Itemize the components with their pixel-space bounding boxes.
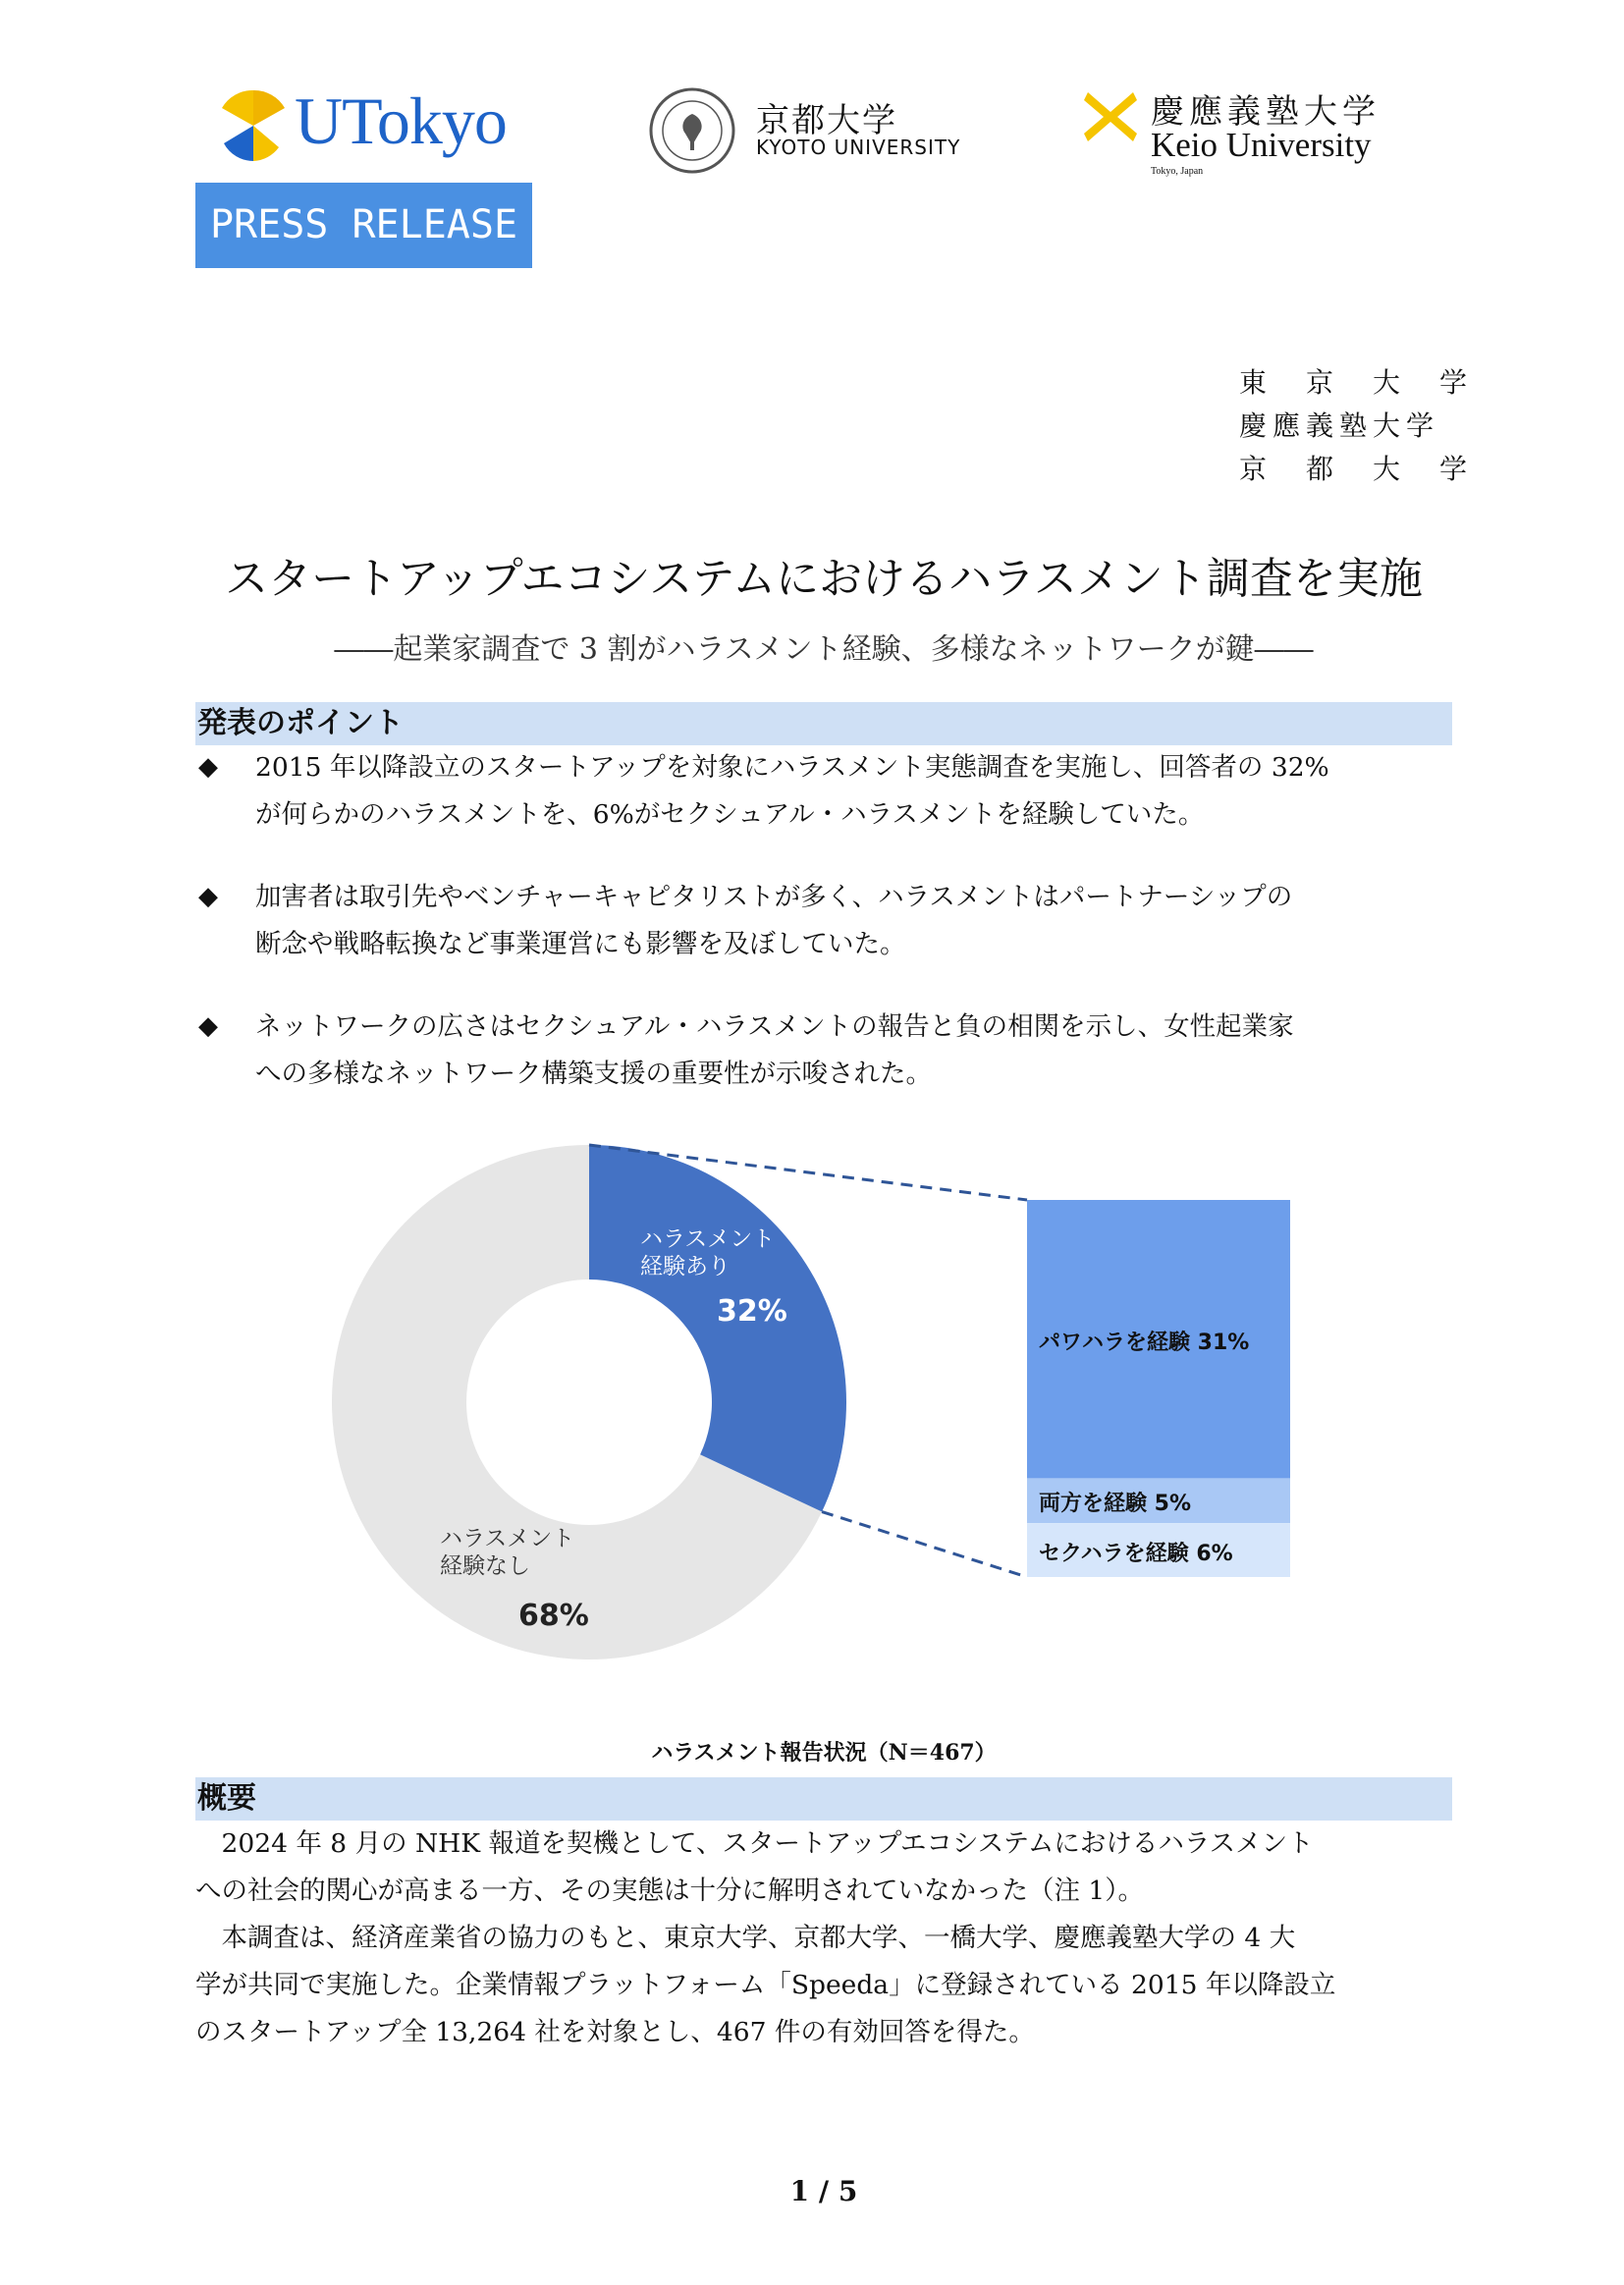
issuer-keio: 慶應義塾大学	[1239, 409, 1440, 442]
overview-p2-line-2: 学が共同で実施した。企業情報プラットフォーム「Speeda」に登録されている 2015 年以降設立	[195, 1970, 1336, 2000]
chart-caption: ハラスメント報告状況（N＝467）	[651, 1740, 997, 1766]
overview-paragraph-1	[195, 1821, 1454, 1915]
point-2-line-1: 加害者は取引先やベンチャーキャピタリストが多く、ハラスメントはパートナーシップの	[255, 882, 1293, 912]
keio-university-name-jp: 慶應義塾大学	[1151, 92, 1380, 132]
point-1-line-2: が何らかのハラスメントを、6%がセクシュアル・ハラスメントを経験していた。	[255, 799, 1205, 830]
connector-line-bottom	[822, 1512, 1027, 1577]
kyoto-university-name-en: KYOTO UNIVERSITY	[756, 136, 961, 159]
breakdown-label-power-harassment: パワハラを経験 31%	[1039, 1330, 1250, 1355]
keio-location: Tokyo, Japan	[1151, 166, 1204, 177]
bullet-diamond-icon: ◆	[198, 1011, 218, 1041]
bullet-diamond-icon: ◆	[198, 752, 218, 782]
kyoto-university-name-jp: 京都大学	[756, 101, 897, 140]
press-release-badge: PRESS RELEASE	[195, 183, 532, 268]
slice-label-no-harassment	[440, 1525, 574, 1580]
breakdown-label-both: 両方を経験 5%	[1039, 1492, 1192, 1517]
issuer-utokyo: 東 京 大 学	[1239, 366, 1474, 399]
points-heading: 発表のポイント	[195, 702, 1452, 745]
overview-heading: 概要	[195, 1777, 1452, 1821]
page-title: スタートアップエコシステムにおけるハラスメント調査を実施	[225, 554, 1423, 604]
slice-label-no-harassment-line-1: ハラスメント	[440, 1526, 575, 1551]
point-3-line-1: ネットワークの広さはセクシュアル・ハラスメントの報告と負の相関を示し、女性起業家	[255, 1011, 1294, 1042]
bullet-diamond-icon: ◆	[198, 882, 218, 911]
overview-p1-line-1: 2024 年 8 月の NHK 報道を契機として、スタートアップエコシステムにおけるハラスメント	[195, 1828, 1314, 1859]
breakdown-label-sexual-harassment: セクハラを経験 6%	[1039, 1541, 1233, 1566]
issuer-kyoto: 京 都 大 学	[1239, 453, 1474, 485]
overview-p2-line-1: 本調査は、経済産業省の協力のもと、東京大学、京都大学、一橋大学、慶應義塾大学の 4 大	[195, 1923, 1296, 1953]
overview-p1-line-2: への社会的関心が高まる一方、その実態は十分に解明されていなかった（注 1）。	[195, 1876, 1145, 1906]
slice-label-no-harassment-line-2: 経験なし	[440, 1553, 530, 1579]
keio-university-name-en: Keio University	[1151, 126, 1372, 164]
point-3-line-2: への多様なネットワーク構築支援の重要性が示唆された。	[255, 1059, 932, 1089]
point-1-line-1: 2015 年以降設立のスタートアップを対象にハラスメント実態調査を実施し、回答者の 32%	[255, 752, 1329, 783]
slice-label-harassment-line-1: ハラスメント	[640, 1226, 776, 1252]
slice-value-harassment: 32%	[717, 1294, 787, 1329]
page-subtitle: ――起業家調査で 3 割がハラスメント経験、多様なネットワークが鍵――	[334, 632, 1314, 667]
page-number: 1 / 5	[789, 2175, 858, 2207]
slice-label-harassment-line-2: 経験あり	[640, 1254, 731, 1279]
point-2-line-2: 断念や戦略転換など事業運営にも影響を及ぼしていた。	[255, 929, 906, 959]
slice-value-no-harassment: 68%	[518, 1599, 589, 1633]
overview-paragraph-2	[195, 1915, 1454, 2056]
overview-p2-line-3: のスタートアップ全 13,264 社を対象とし、467 件の有効回答を得た。	[195, 2017, 1035, 2047]
utokyo-wordmark: UTokyo	[295, 83, 507, 158]
slice-label-harassment	[640, 1225, 775, 1280]
